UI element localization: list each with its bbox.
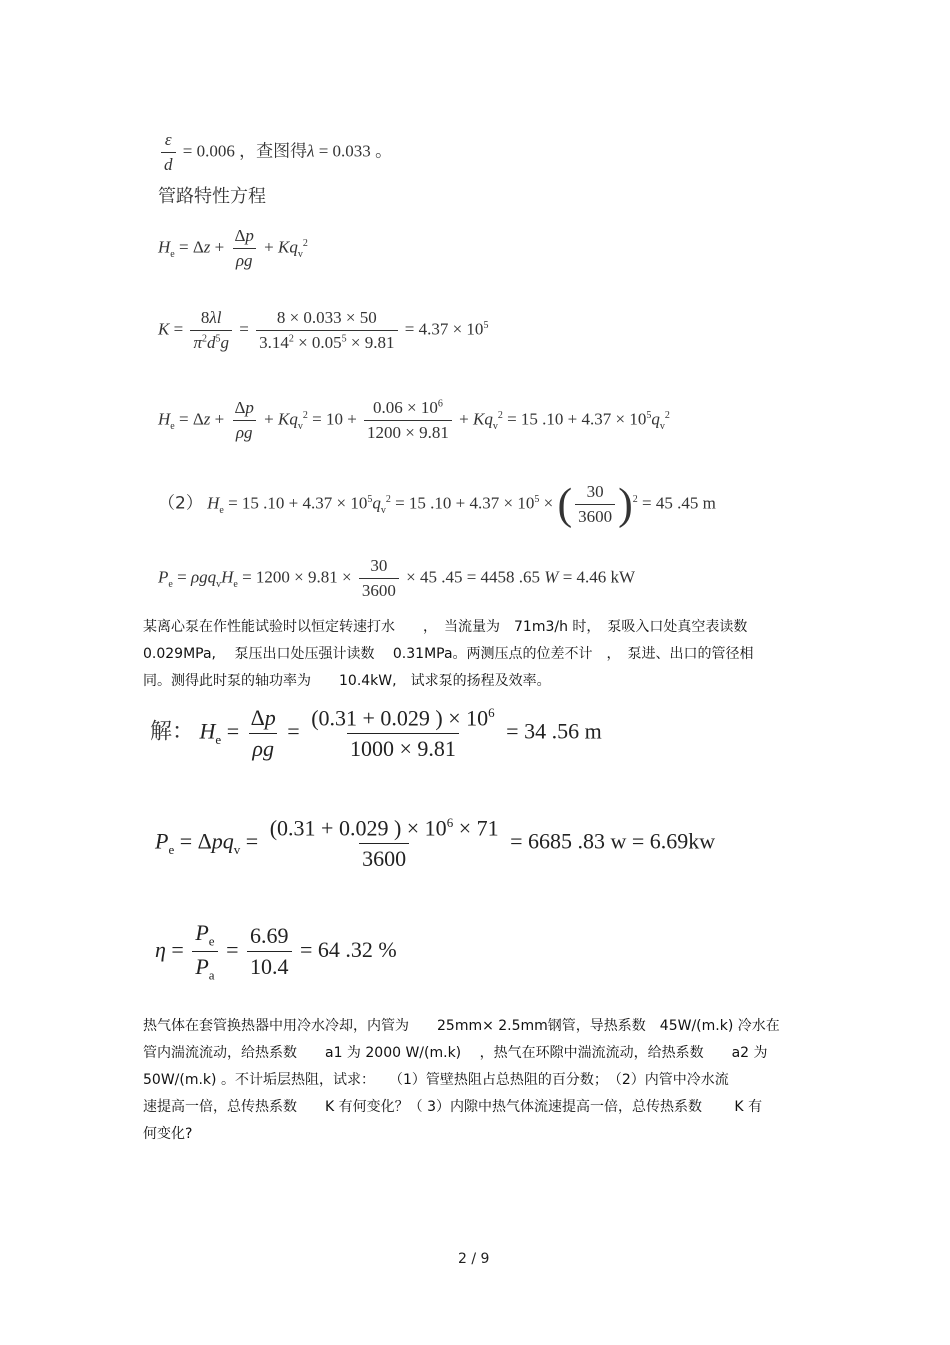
solution-Pe: $P_e = \Delta pq_v$ = $\frac{(0.31 + 0.029 ) \times 10^6 \times 71}{3600}$ = 6685 .83 w = 6.69kw: [155, 815, 716, 872]
ratio-value: = 0.006: [182, 141, 235, 161]
problem-1-text: [143, 614, 754, 695]
eta-num: 6.69: [250, 923, 289, 949]
problem-2-line: 管内湍流流动，给热系数 a1 为 2000 W/(m.k) ，热气在环隙中湍流流动，给热系数 a2 为: [143, 1045, 768, 1061]
Pe1-expr: = 1200 × 9.81 ×: [242, 567, 352, 587]
problem-1-line: 某离心泵在作性能试验时以恒定转速打水 ， 当流量为 71m3/h 时， 泵吸入口处真空表读数: [143, 619, 748, 635]
part2-result: = 45 .45 m: [642, 493, 716, 513]
problem-1-line: 0.029MPa, 泵压出口处压强计读数 0.31MPa。两测压点的位差不计 ， 泵进、出口的管径相: [143, 646, 754, 662]
solHe-num: (0.31 + 0.029 ) × 10: [311, 705, 489, 731]
solPe-den: 3600: [359, 843, 409, 872]
equation-roughness-ratio: $\frac{\varepsilon}{d}$ = 0.006 ，查图得λ = 0.033 。: [158, 130, 392, 175]
Pe1-result: × 45 .45 = 4458 .65: [406, 567, 541, 587]
Pe1-result2: = 4.46 kW: [562, 567, 636, 587]
solution-He: 解： $H_e$ = $\frac{\Delta p}{\rho g}$ = $\frac{(0.31 + 0.029 ) \times 10^6}{1000 \times 9.81}$ = 34 .56 m: [150, 705, 602, 762]
problem-2-text: [143, 1013, 780, 1148]
Pe1-den: 3600: [359, 578, 399, 601]
solPe-num-tail: × 71: [458, 815, 499, 841]
He-num: 0.06 × 10: [373, 398, 438, 417]
page-number: 2 / 9: [458, 1251, 490, 1267]
solHe-result: = 34 .56 m: [506, 718, 602, 744]
problem-2-line: 热气体在套管换热器中用冷水冷却，内管为 25mm× 2.5mm钢管，导热系数 45W/(m.k) 冷水在: [143, 1018, 780, 1034]
equation-K: K = $\frac{8\lambda l}{\pi^2d^5g}$ = $\frac{8 \times 0.033 \times 50}{3.14^2 \times 0.05^5 \times 9.81}$ = $4.37 \times 10^5$: [158, 308, 489, 352]
problem-2-line: 速提高一倍，总传热系数 K 有何变化？（ 3）内隙中热气体流速提高一倍，总传热系数 K 有: [143, 1099, 763, 1115]
problem-2-line: 50W/(m.k) 。不计垢层热阻，试求： （1）管壁热阻占总热阻的百分数； （2）内管中冷水流: [143, 1072, 729, 1088]
solHe-den: 1000 × 9.81: [347, 733, 459, 762]
fraction-epsilon-over-d: $\frac{\varepsilon}{d}$: [161, 130, 176, 175]
part2-label: （2）: [158, 493, 203, 514]
part2-expr: = 15 .10 + 4.37 × 10: [228, 493, 368, 513]
part2-den: 3600: [575, 504, 615, 527]
solution-label: 解：: [150, 719, 195, 745]
equation-He-numeric: $H_e = \Delta z$ + $\frac{\Delta p}{\rho g}$ + $Kq_v^2 = 10$ + $\frac{0.06 \times 10^6}{1200 \times 9.81}$ + $Kq_v^2 = 15$ $.10 + 4.37 \times 10^5q_v^2$: [158, 398, 670, 442]
part2-expr2: = 15 .10 + 4.37 × 10: [395, 493, 535, 513]
Pe1-num: 30: [370, 556, 388, 575]
equation-part2: （2） $H_e = 15$ $.10 + 4.37 \times 10^5q_v^2 = 15$ $.10 + 4.37 \times 10^5$ × ( $\frac{30}{3600}$ )$^2$ = 45 .45 m: [158, 479, 716, 529]
K-result: = 4.37 × 10: [404, 319, 484, 339]
intro-text: ，查图得: [239, 141, 308, 162]
eta-result: = 64 .32 %: [300, 936, 397, 962]
He-tail: = 15 .10 + 4.37 × 10: [507, 409, 647, 429]
solution-efficiency: η = $\frac{P_e}{P_a}$ = $\frac{6.69}{10.4}$ = 64 .32 %: [155, 920, 397, 983]
solPe-num: (0.31 + 0.029 ) × 10: [269, 815, 447, 841]
problem-2-line: 何变化?: [143, 1126, 193, 1142]
He-den: 1200 × 9.81: [364, 420, 452, 443]
part2-num: 30: [586, 482, 604, 501]
lambda-value: = 0.033: [318, 141, 371, 161]
equation-pipe-characteristic: $H_e = \Delta z$ + $\frac{\Delta p}{\rho g}$ + $Kq_v^2$: [158, 226, 308, 270]
intro-end: 。: [375, 141, 393, 162]
solPe-result: = 6685 .83 w = 6.69kw: [510, 828, 716, 854]
eta-den: 10.4: [247, 951, 292, 980]
problem-1-line: 同。测得此时泵的轴功率为 10.4kW, 试求泵的扬程及效率。: [143, 673, 551, 689]
He-const: = 10 +: [312, 409, 357, 429]
equation-Pe-first: $P_e = \rho gq_vH_e = 1200 \times 9.81$ × $\frac{30}{3600}$ × 45 .45 = 4458 .65 W = 4.46 kW: [158, 556, 636, 600]
section-heading: 管路特性方程: [158, 186, 266, 207]
